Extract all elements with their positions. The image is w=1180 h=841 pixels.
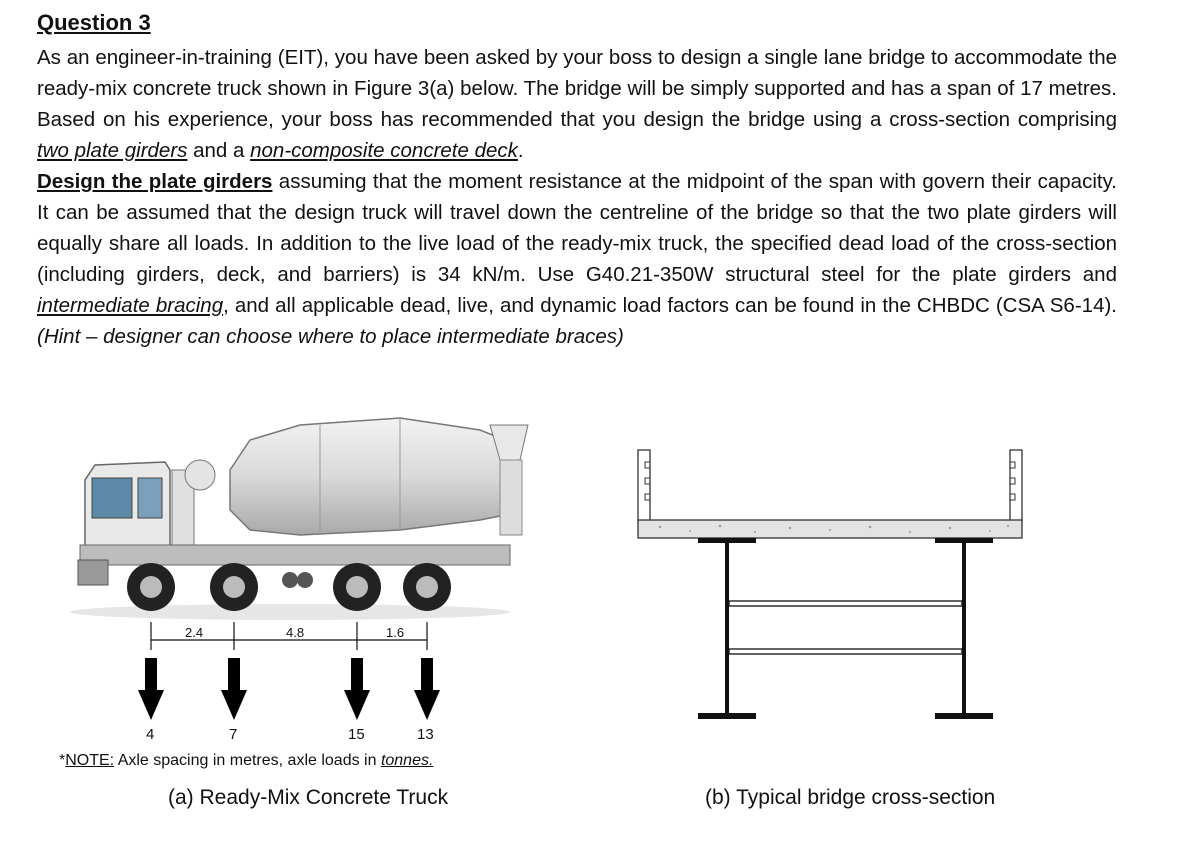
axle-load-label: 7: [229, 726, 238, 743]
cross-brace-lower: [729, 649, 962, 654]
axle-load-label: 13: [417, 726, 434, 743]
note-unit: tonnes.: [380, 752, 434, 769]
paragraph-text-5: , and all applicable dead, live, and dynamic load factors can be found in the CHBDC (CSA S6-14).: [223, 294, 1117, 317]
caption-cross-section: (b) Typical bridge cross-section: [705, 786, 996, 809]
girder-left-web: [725, 543, 729, 715]
barrier-right: [1010, 450, 1022, 522]
axle-load-label: 4: [146, 726, 155, 743]
girder-right-web: [962, 543, 966, 715]
barrier-left: [638, 450, 650, 522]
term-concrete-deck: non-composite concrete deck: [250, 139, 518, 162]
axle-load-label: 15: [348, 726, 365, 743]
design-phrase: Design the plate girders: [37, 170, 273, 193]
term-plate-girders: two plate girders: [37, 139, 188, 162]
note-text: Axle spacing in metres, axle loads in: [114, 752, 381, 769]
paragraph-text-2: and a: [187, 139, 251, 162]
axle-spacing-label: 1.6: [386, 625, 405, 640]
note-label: NOTE:: [65, 752, 115, 769]
barrier-marks: [645, 462, 1015, 500]
term-intermediate-bracing: intermediate bracing: [37, 294, 224, 317]
girder-right-bottom-flange: [935, 713, 993, 719]
note-prefix: *: [59, 752, 66, 769]
question-heading: Question 3: [37, 10, 151, 35]
axle-spacing-label: 2.4: [185, 625, 204, 640]
girder-left-bottom-flange: [698, 713, 756, 719]
girder-right-top-flange: [935, 538, 993, 543]
girder-left-top-flange: [698, 538, 756, 543]
paragraph-text-1: As an engineer-in-training (EIT), you have been asked by your boss to design a single lane bridge to accommodate the ready-mix concrete truck shown in Figure 3(a) below. The bridge will be simply supported and has a span of 17 metres. Based on his experience, your boss has recommended that you design the bridge using a cross-section comprising: [37, 46, 1117, 131]
hint-text: (Hint – designer can choose where to place intermediate braces): [37, 325, 624, 348]
paragraph-text-3: .: [517, 139, 524, 162]
cross-brace-upper: [729, 601, 962, 606]
caption-truck: (a) Ready-Mix Concrete Truck: [168, 786, 449, 809]
axle-spacing-label: 4.8: [286, 625, 305, 640]
paragraph-text-4: assuming that the moment resistance at the midpoint of the span with govern their capacity. It can be assumed that the design truck will travel down the centreline of the bridge so that the two plate girders will equally share all loads. In addition to the live load of the ready-mix truck, the specified dead load of the cross-section (including girders, deck, and barriers) is 34 kN/m. Use G40.21-350W structural steel for the plate girders and: [37, 170, 1117, 286]
